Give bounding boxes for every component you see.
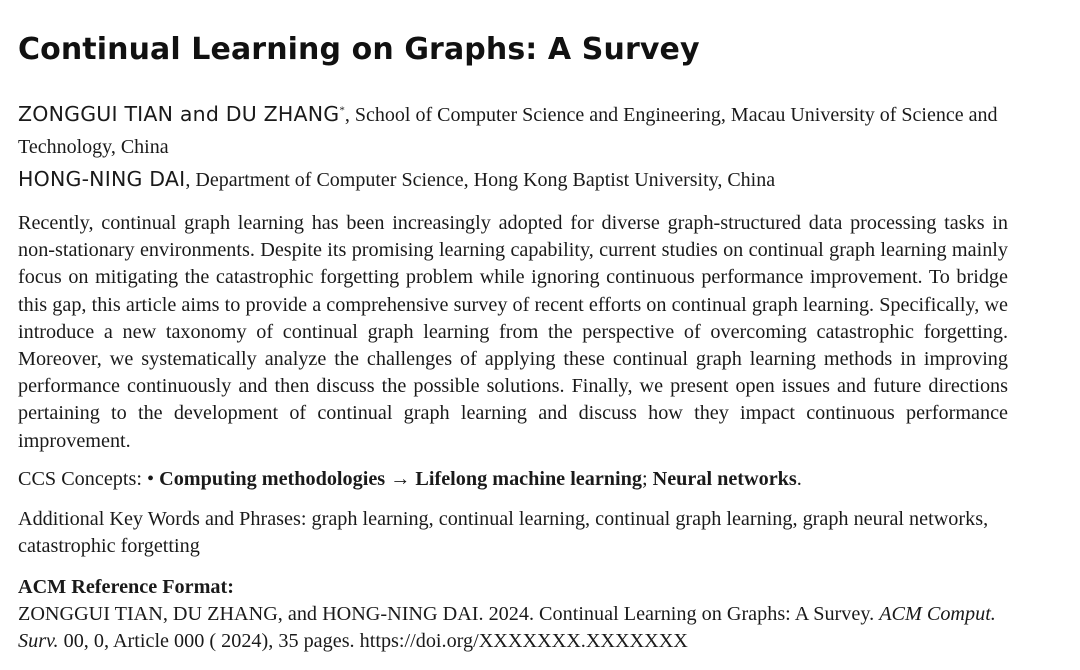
ccs-separator: ; bbox=[641, 468, 648, 490]
author-group-2 bbox=[18, 163, 1008, 196]
keywords-text: graph learning, continual learning, continual graph learning, graph neural networks, catastrophic forgetting bbox=[18, 508, 989, 557]
abstract-text: Recently, continual graph learning has been increasingly adopted for diverse graph-structured data processing tasks in non-stationary environments. Despite its promising learning capability, current studies on continual graph learning mainly focus on mitigating the catastrophic forgetting problem while ignoring continuous performance improvement. To bridge this gap, this article aims to provide a comprehensive survey of recent efforts on continual graph learning. Specifically, we introduce a new taxonomy of continual graph learning from the perspective of overcoming catastrophic forgetting. Moreover, we systematically analyze the challenges of applying these continual graph learning methods in improving performance continuously and then discuss the possible solutions. Finally, we present open issues and future directions pertaining to the development of continual graph learning and discuss how they impact continuous performance improvement. bbox=[18, 212, 1008, 452]
keywords-label: Additional Key Words and Phrases: bbox=[18, 508, 307, 530]
ccs-bullet: • bbox=[147, 468, 155, 490]
ccs-concept-neural: Neural networks bbox=[652, 468, 797, 490]
ccs-concept-lifelong: Lifelong machine learning bbox=[415, 468, 642, 490]
acm-reference-text bbox=[18, 601, 1018, 655]
author-names-2: HONG-NING DAI bbox=[18, 167, 186, 191]
reference-journal: ACM Comput. Surv. bbox=[18, 603, 996, 652]
paper-title: Continual Learning on Graphs: A Survey bbox=[18, 32, 700, 67]
reference-authors-title: ZONGGUI TIAN, DU ZHANG, and HONG-NING DAI. 2024. Continual Learning on Graphs: A Survey. bbox=[18, 603, 875, 625]
corresponding-author-mark: * bbox=[339, 104, 345, 117]
reference-details: 00, 0, Article 000 ( 2024), 35 pages. https://doi.org/XXXXXXX.XXXXXXX bbox=[63, 630, 688, 652]
acm-reference-heading: ACM Reference Format: bbox=[18, 576, 234, 598]
ccs-concepts bbox=[18, 466, 1008, 493]
ccs-concept-computing: Computing methodologies bbox=[159, 468, 386, 490]
keywords bbox=[18, 506, 1008, 560]
author-affiliation-2: Department of Computer Science, Hong Kong Baptist University, China bbox=[195, 169, 776, 191]
affiliation-separator: , bbox=[185, 169, 196, 191]
ccs-arrow: → bbox=[390, 468, 411, 490]
author-group-1 bbox=[18, 98, 1008, 163]
ccs-end: . bbox=[796, 468, 802, 490]
author-block bbox=[18, 98, 1008, 196]
ccs-label: CCS Concepts: bbox=[18, 468, 142, 490]
author-affiliation-1: School of Computer Science and Engineering, Macau University of Science and Technology, China bbox=[18, 104, 998, 158]
affiliation-separator: , bbox=[344, 104, 355, 126]
author-names-1: ZONGGUI TIAN and DU ZHANG bbox=[18, 102, 340, 126]
